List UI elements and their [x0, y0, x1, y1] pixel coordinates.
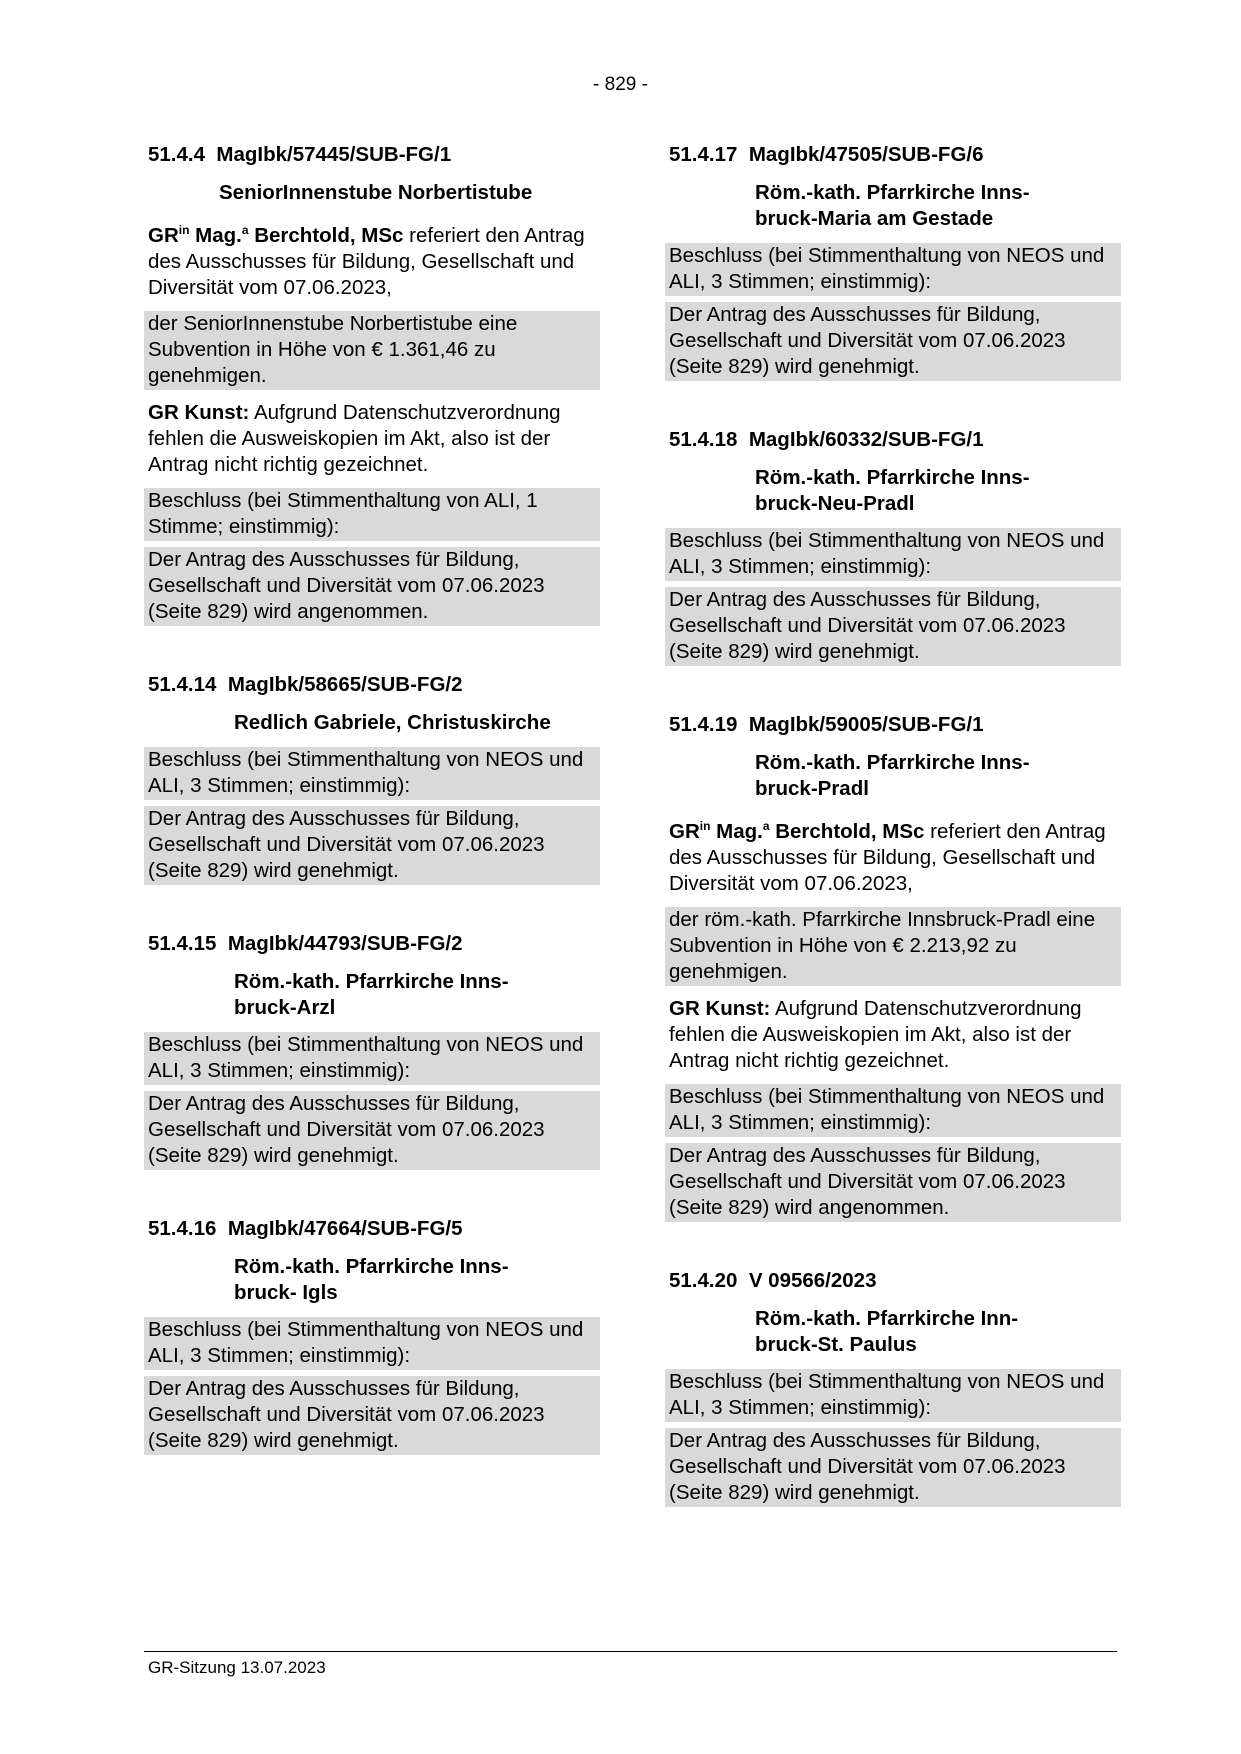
item-reference: MagIbk/47505/SUB-FG/6	[748, 143, 984, 166]
speaker-prefix-sup: in	[178, 223, 190, 237]
item-title-line: Röm.-kath. Pfarrkirche Inns-	[755, 751, 1030, 774]
item-title	[665, 180, 1121, 232]
item-reference: MagIbk/47664/SUB-FG/5	[227, 1216, 463, 1240]
speaker-text: Aufgrund Datenschutzverordnung fehlen die Ausweiskopien im Akt, also ist der Antrag nicht richtig gezeichnet.	[148, 400, 561, 476]
item-reference: MagIbk/60332/SUB-FG/1	[748, 428, 984, 451]
footer-divider	[144, 1651, 1117, 1652]
item-reference: MagIbk/57445/SUB-FG/1	[216, 143, 452, 166]
resolution-result: Der Antrag des Ausschusses für Bildung, Gesellschaft und Diversität vom 07.06.2023 (Seite 829) wird genehmigt.	[144, 806, 600, 885]
speaker-name: Berchtold, MSc	[775, 819, 925, 843]
item-title	[665, 750, 1121, 802]
item-title-line: Röm.-kath. Pfarrkirche Inns-	[755, 181, 1030, 204]
item-title	[665, 465, 1121, 517]
speaker-statement	[665, 996, 1121, 1074]
item-heading	[665, 142, 1121, 168]
left-column	[144, 142, 600, 1479]
item-heading	[665, 1268, 1121, 1294]
speaker-name: GR Kunst:	[148, 400, 250, 424]
item-reference: V 09566/2023	[748, 1268, 877, 1292]
item-title-line: bruck- Igls	[234, 1280, 338, 1304]
agenda-item-51-4-4	[144, 142, 600, 626]
item-heading	[144, 142, 600, 168]
speaker-name: GR Kunst:	[669, 996, 771, 1020]
item-title	[144, 969, 600, 1021]
agenda-item-51-4-17	[665, 142, 1121, 381]
resolution-result: Der Antrag des Ausschusses für Bildung, Gesellschaft und Diversität vom 07.06.2023 (Seite 829) wird genehmigt.	[665, 1428, 1121, 1507]
item-number: 51.4.16	[148, 1216, 217, 1240]
agenda-item-51-4-14	[144, 672, 600, 885]
agenda-item-51-4-20	[665, 1268, 1121, 1507]
speaker-prefix: GR	[669, 819, 700, 843]
item-heading	[144, 1216, 600, 1242]
speaker-text: Aufgrund Datenschutzverordnung fehlen die Ausweiskopien im Akt, also ist der Antrag nicht richtig gezeichnet.	[669, 996, 1082, 1072]
item-title-line: bruck-Pradl	[755, 777, 869, 800]
resolution-result: Der Antrag des Ausschusses für Bildung, Gesellschaft und Diversität vom 07.06.2023 (Seite 829) wird angenommen.	[665, 1143, 1121, 1222]
agenda-item-51-4-19	[665, 712, 1121, 1222]
item-title-line: Röm.-kath. Pfarrkirche Inns-	[755, 466, 1030, 489]
footer-session-date: GR-Sitzung 13.07.2023	[148, 1658, 326, 1677]
speaker-statement	[144, 217, 600, 301]
resolution-result: Der Antrag des Ausschusses für Bildung, Gesellschaft und Diversität vom 07.06.2023 (Seite 829) wird genehmigt.	[144, 1376, 600, 1455]
item-number: 51.4.15	[148, 931, 217, 955]
resolution-label: Beschluss (bei Stimmenthaltung von NEOS und ALI, 3 Stimmen; einstimmig):	[665, 1084, 1121, 1137]
item-title	[144, 1254, 600, 1306]
resolution-label: Beschluss (bei Stimmenthaltung von NEOS und ALI, 3 Stimmen; einstimmig):	[144, 747, 600, 800]
item-title-line: Röm.-kath. Pfarrkirche Inn-	[755, 1306, 1019, 1330]
resolution-label: Beschluss (bei Stimmenthaltung von ALI, 1 Stimme; einstimmig):	[144, 488, 600, 541]
proposal-text: der SeniorInnenstube Norbertistube eine Subvention in Höhe von € 1.361,46 zu genehmigen.	[144, 311, 600, 390]
item-reference: MagIbk/44793/SUB-FG/2	[227, 931, 463, 955]
proposal-text: der röm.-kath. Pfarrkirche Innsbruck-Pradl eine Subvention in Höhe von € 2.213,92 zu genehmigen.	[665, 907, 1121, 986]
item-title-line: Röm.-kath. Pfarrkirche Inns-	[234, 969, 509, 993]
resolution-label: Beschluss (bei Stimmenthaltung von NEOS und ALI, 3 Stimmen; einstimmig):	[144, 1032, 600, 1085]
item-title-line: bruck-Neu-Pradl	[755, 492, 915, 515]
speaker-statement	[665, 813, 1121, 897]
item-heading	[144, 672, 600, 698]
speaker-prefix-sup: in	[699, 819, 711, 833]
page-number: - 829 -	[593, 74, 648, 95]
speaker-title-sup: a	[762, 819, 770, 833]
item-title-line: Röm.-kath. Pfarrkirche Inns-	[234, 1254, 509, 1278]
resolution-label: Beschluss (bei Stimmenthaltung von NEOS und ALI, 3 Stimmen; einstimmig):	[665, 243, 1121, 296]
item-number: 51.4.19	[669, 713, 738, 736]
speaker-title-sup: a	[241, 223, 249, 237]
speaker-name: Berchtold, MSc	[254, 223, 404, 247]
resolution-label: Beschluss (bei Stimmenthaltung von NEOS und ALI, 3 Stimmen; einstimmig):	[665, 1369, 1121, 1422]
item-number: 51.4.4	[148, 143, 205, 166]
item-title-line: bruck-Arzl	[234, 995, 336, 1019]
item-number: 51.4.17	[669, 143, 738, 166]
speaker-text: referiert den Antrag des Ausschusses für Bildung, Gesellschaft und Diversität vom 07.06.2023,	[669, 819, 1106, 895]
speaker-title: Mag.	[716, 819, 763, 843]
item-number: 51.4.18	[669, 428, 738, 451]
agenda-item-51-4-15	[144, 931, 600, 1170]
resolution-result: Der Antrag des Ausschusses für Bildung, Gesellschaft und Diversität vom 07.06.2023 (Seite 829) wird angenommen.	[144, 547, 600, 626]
item-reference: MagIbk/59005/SUB-FG/1	[748, 713, 984, 736]
right-column	[665, 142, 1121, 1531]
resolution-label: Beschluss (bei Stimmenthaltung von NEOS und ALI, 3 Stimmen; einstimmig):	[665, 528, 1121, 581]
agenda-item-51-4-18	[665, 427, 1121, 666]
resolution-result: Der Antrag des Ausschusses für Bildung, Gesellschaft und Diversität vom 07.06.2023 (Seite 829) wird genehmigt.	[665, 587, 1121, 666]
item-title-line: bruck-Maria am Gestade	[755, 207, 994, 230]
speaker-statement	[144, 400, 600, 478]
item-title	[665, 1306, 1121, 1358]
item-reference: MagIbk/58665/SUB-FG/2	[227, 672, 463, 696]
speaker-title: Mag.	[195, 223, 242, 247]
resolution-label: Beschluss (bei Stimmenthaltung von NEOS und ALI, 3 Stimmen; einstimmig):	[144, 1317, 600, 1370]
item-heading	[665, 427, 1121, 453]
item-number: 51.4.20	[669, 1268, 738, 1292]
resolution-result: Der Antrag des Ausschusses für Bildung, Gesellschaft und Diversität vom 07.06.2023 (Seite 829) wird genehmigt.	[665, 302, 1121, 381]
agenda-item-51-4-16	[144, 1216, 600, 1455]
item-title-line: bruck-St. Paulus	[755, 1332, 917, 1356]
speaker-prefix: GR	[148, 223, 179, 247]
speaker-text: referiert den Antrag des Ausschusses für Bildung, Gesellschaft und Diversität vom 07.06.2023,	[148, 223, 585, 299]
item-heading	[665, 712, 1121, 738]
resolution-result: Der Antrag des Ausschusses für Bildung, Gesellschaft und Diversität vom 07.06.2023 (Seite 829) wird genehmigt.	[144, 1091, 600, 1170]
item-heading	[144, 931, 600, 957]
item-title: SeniorInnenstube Norbertistube	[219, 181, 533, 204]
item-title: Redlich Gabriele, Christuskirche	[234, 710, 551, 734]
item-number: 51.4.14	[148, 672, 217, 696]
